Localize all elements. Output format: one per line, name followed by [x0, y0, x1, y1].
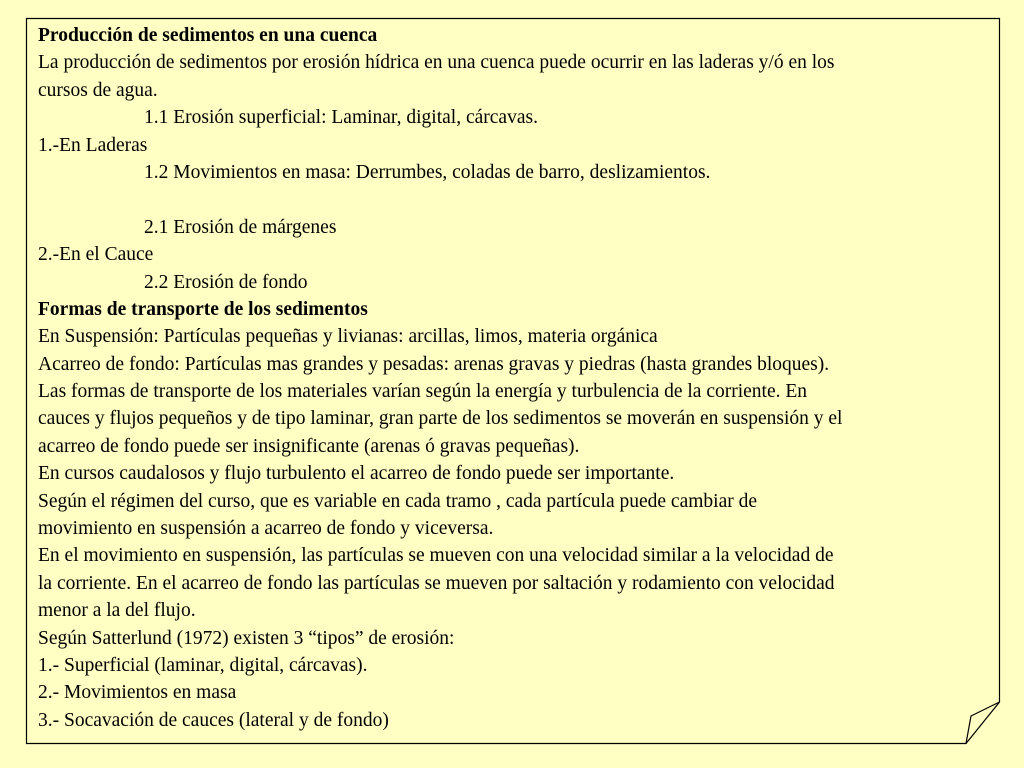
text-line: En el movimiento en suspensión, las partículas se mueven con una velocidad similar a la velocidad de — [38, 545, 834, 567]
text-line: cauces y flujos pequeños y de tipo laminar, gran parte de los sedimentos se moverán en suspensión y el — [38, 408, 843, 430]
text-line: 2.-En el Cauce — [38, 244, 154, 266]
blank-line — [38, 186, 988, 213]
text-line: Acarreo de fondo: Partículas mas grandes y pesadas: arenas gravas y piedras (hasta grandes bloques). — [38, 353, 830, 375]
section-heading: Formas de transporte de los sedimentos — [38, 298, 368, 320]
text-line: Según el régimen del curso, que es variable en cada tramo , cada partícula puede cambiar de — [38, 490, 758, 512]
note-text-block — [38, 22, 988, 734]
text-line: Las formas de transporte de los materiales varían según la energía y turbulencia de la corriente. En — [38, 381, 808, 403]
text-line: En Suspensión: Partículas pequeñas y livianas: arcillas, limos, materia orgánica — [38, 326, 658, 348]
text-line: 1.2 Movimientos en masa: Derrumbes, coladas de barro, deslizamientos. — [144, 161, 711, 183]
text-line: la corriente. En el acarreo de fondo las partículas se mueven por saltación y rodamiento con velocidad — [38, 572, 835, 594]
text-line: 2.1 Erosión de márgenes — [144, 216, 337, 238]
folded-note-frame — [26, 18, 1000, 744]
text-line: movimiento en suspensión a acarreo de fondo y viceversa. — [38, 518, 494, 540]
text-line: 2.2 Erosión de fondo — [144, 271, 308, 293]
text-line: 1.-En Laderas — [38, 134, 148, 156]
text-line: 1.- Superficial (laminar, digital, cárcavas). — [38, 654, 368, 676]
text-line: menor a la del flujo. — [38, 600, 196, 622]
text-line: En cursos caudalosos y flujo turbulento el acarreo de fondo puede ser importante. — [38, 463, 675, 485]
text-line: Según Satterlund (1972) existen 3 “tipos” de erosión: — [38, 627, 455, 649]
section-heading: Producción de sedimentos en una cuenca — [38, 25, 378, 46]
text-line: La producción de sedimentos por erosión hídrica en una cuenca puede ocurrir en las laderas y/ó en los — [38, 52, 835, 74]
text-line: acarreo de fondo puede ser insignificante (arenas ó gravas pequeñas). — [38, 435, 580, 457]
text-line: 3.- Socavación de cauces (lateral y de fondo) — [38, 709, 389, 731]
text-line: 2.- Movimientos en masa — [38, 682, 237, 704]
text-line: 1.1 Erosión superficial: Laminar, digital, cárcavas. — [144, 107, 538, 129]
text-line: cursos de agua. — [38, 79, 158, 101]
